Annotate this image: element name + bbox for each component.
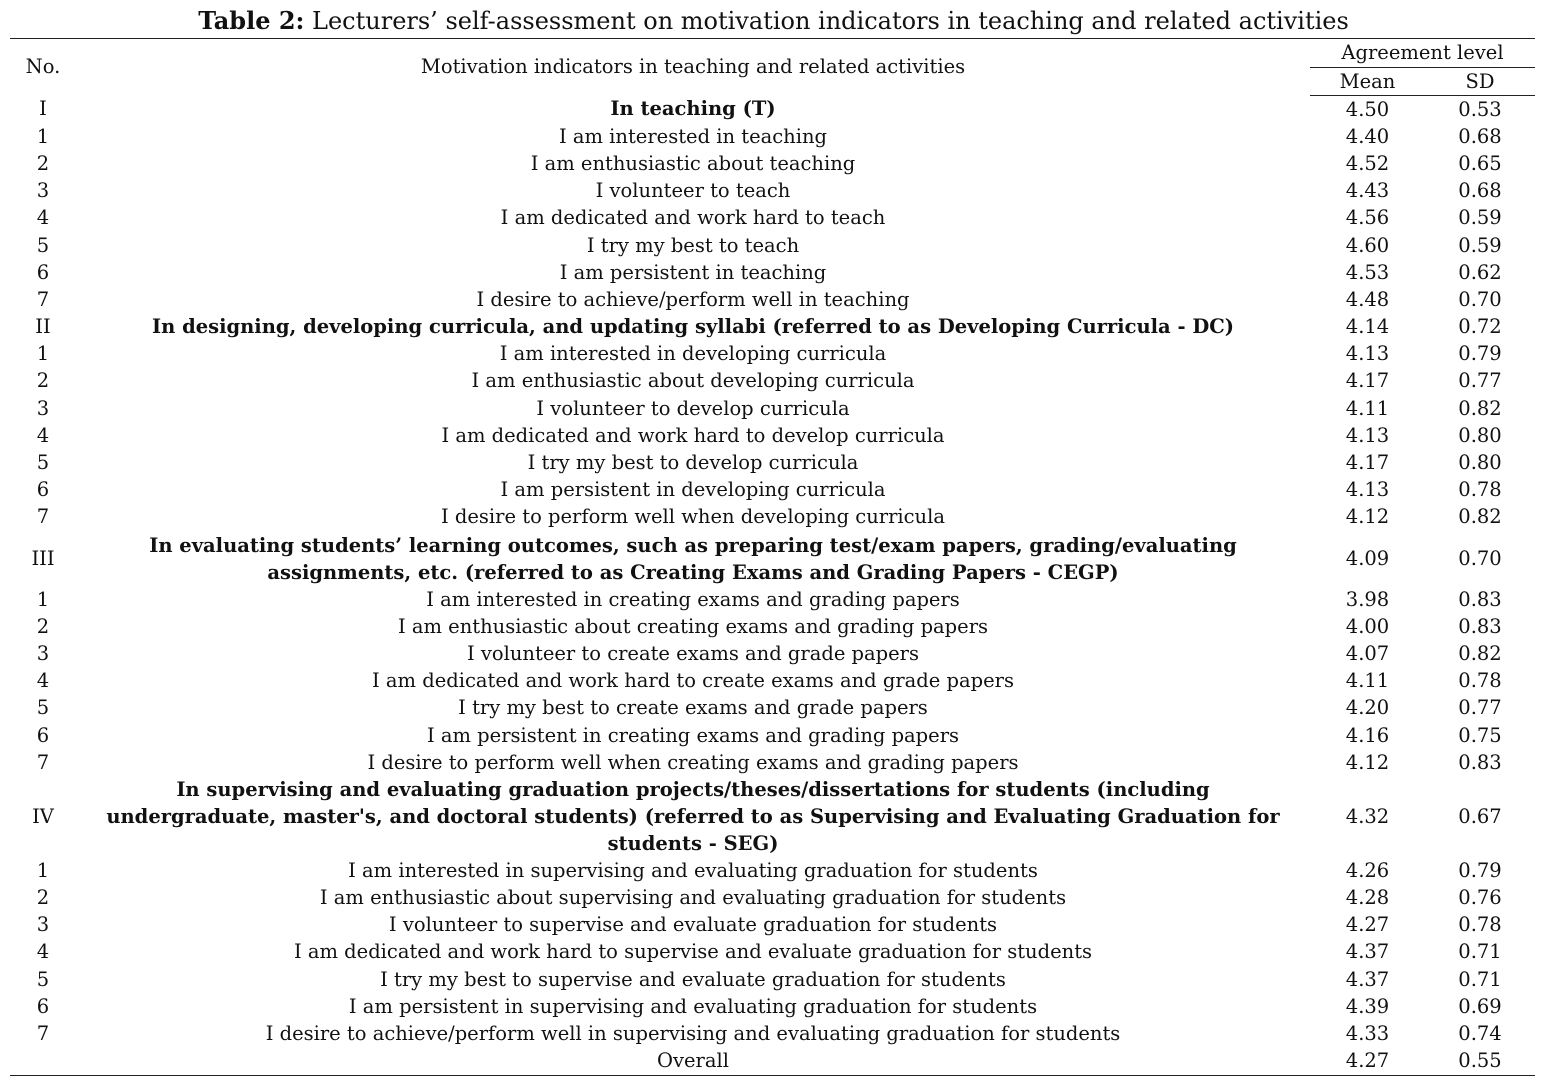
row-indicator: In supervising and evaluating graduation projects/theses/dissertations for students (including undergraduate, master's, and doctoral students) (referred to as Supervising and Evaluating Graduation for students - SEG): [106, 778, 1280, 856]
row-mean: 4.00: [1345, 614, 1390, 638]
row-mean: 4.11: [1345, 669, 1390, 693]
section-row: [10, 96, 1535, 124]
row-sd: 0.53: [1458, 97, 1502, 121]
row-indicator: In evaluating students’ learning outcomes, such as preparing test/exam papers, grading/evaluating assignments, etc. (referred to as Creating Exams and Grading Papers - CEGP): [149, 533, 1237, 584]
table-row: [10, 178, 1535, 205]
row-sd: 0.69: [1458, 994, 1502, 1018]
table-row: [10, 477, 1535, 504]
row-sd: 0.55: [1425, 1048, 1535, 1076]
row-indicator: I am dedicated and work hard to teach: [500, 206, 886, 230]
row-number: 7: [36, 287, 50, 311]
row-sd: 0.78: [1458, 913, 1502, 937]
row-number: IV: [32, 804, 54, 828]
row-number: 2: [36, 151, 50, 175]
row-mean: 4.56: [1345, 206, 1390, 230]
row-indicator: I desire to achieve/perform well in teaching: [476, 287, 910, 311]
table-row: [10, 1020, 1535, 1047]
row-mean: 4.16: [1345, 723, 1390, 747]
table-row: [10, 857, 1535, 884]
row-number: 6: [36, 994, 50, 1018]
row-number: 6: [36, 723, 50, 747]
row-mean: 4.07: [1345, 641, 1390, 665]
row-sd: 0.75: [1458, 723, 1502, 747]
row-number: 1: [36, 858, 50, 882]
row-indicator: I am persistent in creating exams and grading papers: [426, 723, 960, 747]
caption-label: Table 2:: [198, 6, 305, 35]
row-number: 4: [36, 669, 50, 693]
table-body: [10, 96, 1535, 1076]
row-indicator: I try my best to develop curricula: [527, 451, 859, 475]
table-caption: [0, 6, 1547, 36]
row-number: 5: [36, 233, 50, 257]
row-number: 7: [36, 505, 50, 529]
row-number: 2: [36, 369, 50, 393]
header-indicator: Motivation indicators in teaching and related activities: [76, 39, 1310, 96]
row-mean: 4.14: [1345, 315, 1390, 339]
row-sd: 0.79: [1458, 342, 1502, 366]
table-row: [10, 150, 1535, 177]
row-indicator: I try my best to create exams and grade papers: [458, 696, 928, 720]
row-number: 1: [36, 124, 50, 148]
row-mean: 4.50: [1345, 97, 1390, 121]
row-mean: 4.13: [1345, 423, 1390, 447]
row-mean: 4.43: [1345, 179, 1390, 203]
table-row: [10, 368, 1535, 395]
table-row: [10, 586, 1535, 613]
row-indicator: I desire to achieve/perform well in supervising and evaluating graduation for students: [265, 1022, 1121, 1046]
row-indicator: I am interested in developing curricula: [499, 342, 887, 366]
row-indicator: I am enthusiastic about creating exams and grading papers: [397, 614, 989, 638]
table-row: [10, 504, 1535, 531]
row-sd: 0.71: [1458, 967, 1502, 991]
row-sd: 0.74: [1458, 1022, 1502, 1046]
table-row: [10, 993, 1535, 1020]
row-mean: 4.13: [1345, 342, 1390, 366]
row-sd: 0.80: [1458, 451, 1502, 475]
row-sd: 0.82: [1458, 505, 1502, 529]
table-row: [10, 341, 1535, 368]
row-indicator: I am enthusiastic about developing curricula: [471, 369, 915, 393]
caption-text: Lecturers’ self-assessment on motivation indicators in teaching and related activities: [312, 7, 1349, 35]
row-indicator: I volunteer to supervise and evaluate graduation for students: [388, 913, 998, 937]
row-mean: 4.40: [1345, 124, 1390, 148]
table-row: [10, 449, 1535, 476]
row-mean: 4.13: [1345, 478, 1390, 502]
row-number: III: [31, 546, 55, 570]
row-indicator: I am dedicated and work hard to create exams and grade papers: [372, 669, 1014, 693]
row-indicator: I desire to perform well when creating exams and grading papers: [367, 750, 1019, 774]
table-row: [10, 286, 1535, 313]
row-sd: 0.83: [1458, 587, 1502, 611]
row-sd: 0.68: [1458, 179, 1502, 203]
row-indicator: I am persistent in supervising and evaluating graduation for students: [348, 994, 1038, 1018]
row-number: 1: [36, 342, 50, 366]
row-number: 5: [36, 451, 50, 475]
row-indicator: I try my best to teach: [586, 233, 800, 257]
row-sd: 0.78: [1458, 669, 1502, 693]
table-row: [10, 912, 1535, 939]
row-number: 6: [36, 260, 50, 284]
row-mean: 4.12: [1345, 750, 1390, 774]
row-mean: 4.28: [1345, 886, 1390, 910]
section-row: [10, 531, 1535, 586]
row-indicator: I am persistent in teaching: [559, 260, 827, 284]
section-row: [10, 776, 1535, 857]
table-row: [10, 395, 1535, 422]
row-indicator: I am interested in creating exams and grading papers: [426, 587, 960, 611]
row-number: II: [35, 315, 51, 339]
table-row: [10, 668, 1535, 695]
row-mean: 4.20: [1345, 696, 1390, 720]
table-row: [10, 123, 1535, 150]
row-mean: 4.12: [1345, 505, 1390, 529]
row-indicator: I volunteer to teach: [595, 179, 791, 203]
table-row: [10, 613, 1535, 640]
row-sd: 0.59: [1458, 206, 1502, 230]
row-mean: 4.33: [1345, 1022, 1390, 1046]
row-number: 7: [36, 750, 50, 774]
row-indicator: I am persistent in developing curricula: [500, 478, 886, 502]
row-sd: 0.83: [1458, 750, 1502, 774]
row-mean: 4.48: [1345, 287, 1390, 311]
row-mean: 4.32: [1345, 804, 1390, 828]
row-sd: 0.77: [1458, 369, 1502, 393]
row-sd: 0.79: [1458, 858, 1502, 882]
row-number: 3: [36, 641, 50, 665]
table-row: [10, 749, 1535, 776]
row-sd: 0.71: [1458, 940, 1502, 964]
row-sd: 0.80: [1458, 423, 1502, 447]
row-indicator: In teaching (T): [610, 97, 776, 121]
row-sd: 0.82: [1458, 641, 1502, 665]
row-mean: 3.98: [1345, 587, 1390, 611]
row-sd: 0.62: [1458, 260, 1502, 284]
table-row: [10, 640, 1535, 667]
row-indicator: I am interested in supervising and evaluating graduation for students: [348, 858, 1038, 882]
row-number: 3: [36, 913, 50, 937]
row-mean: 4.39: [1345, 994, 1390, 1018]
row-number: 1: [36, 587, 50, 611]
row-sd: 0.77: [1458, 696, 1502, 720]
row-mean: 4.60: [1345, 233, 1390, 257]
row-indicator: I try my best to supervise and evaluate graduation for students: [380, 967, 1006, 991]
table-row: [10, 422, 1535, 449]
row-indicator: I desire to perform well when developing curricula: [441, 505, 945, 529]
row-number: I: [39, 97, 47, 121]
row-number: 5: [36, 967, 50, 991]
header-no: No.: [10, 39, 76, 96]
row-sd: 0.67: [1458, 804, 1502, 828]
table-row: [10, 939, 1535, 966]
row-sd: 0.83: [1458, 614, 1502, 638]
header-sd: SD: [1425, 68, 1535, 96]
row-mean: 4.09: [1345, 546, 1390, 570]
row-number: 7: [36, 1022, 50, 1046]
row-indicator: In designing, developing curricula, and updating syllabi (referred to as Developing Curricula - DC): [151, 315, 1235, 339]
row-sd: 0.70: [1458, 287, 1502, 311]
row-mean: 4.53: [1345, 260, 1390, 284]
row-number: 4: [36, 206, 50, 230]
row-sd: 0.82: [1458, 396, 1502, 420]
row-sd: 0.78: [1458, 478, 1502, 502]
row-number: [10, 1048, 76, 1076]
overall-row: [10, 1048, 1535, 1076]
row-indicator: I am dedicated and work hard to develop curricula: [441, 423, 945, 447]
table-header: [10, 39, 1535, 96]
table-row: [10, 232, 1535, 259]
row-sd: 0.59: [1458, 233, 1502, 257]
row-sd: 0.68: [1458, 124, 1502, 148]
row-indicator: I am interested in teaching: [558, 124, 828, 148]
header-mean: Mean: [1310, 68, 1425, 96]
motivation-table: [10, 38, 1535, 1076]
row-mean: 4.26: [1345, 858, 1390, 882]
row-mean: 4.37: [1345, 940, 1390, 964]
table-row: [10, 695, 1535, 722]
row-indicator: I am dedicated and work hard to supervise and evaluate graduation for students: [293, 940, 1093, 964]
row-mean: 4.27: [1345, 913, 1390, 937]
row-number: 3: [36, 179, 50, 203]
row-indicator: I am enthusiastic about supervising and evaluating graduation for students: [319, 886, 1067, 910]
header-agreement-level: Agreement level: [1310, 39, 1535, 68]
row-mean: 4.37: [1345, 967, 1390, 991]
row-indicator: Overall: [76, 1048, 1310, 1076]
row-indicator: I volunteer to develop curricula: [536, 396, 850, 420]
row-sd: 0.76: [1458, 886, 1502, 910]
row-sd: 0.65: [1458, 151, 1502, 175]
row-indicator: I volunteer to create exams and grade papers: [466, 641, 920, 665]
row-mean: 4.11: [1345, 396, 1390, 420]
row-sd: 0.72: [1458, 315, 1502, 339]
row-indicator: I am enthusiastic about teaching: [530, 151, 856, 175]
row-number: 4: [36, 423, 50, 447]
table-row: [10, 205, 1535, 232]
row-number: 3: [36, 396, 50, 420]
section-row: [10, 314, 1535, 341]
row-number: 2: [36, 614, 50, 638]
row-mean: 4.17: [1345, 369, 1390, 393]
row-mean: 4.17: [1345, 451, 1390, 475]
row-number: 4: [36, 940, 50, 964]
row-number: 6: [36, 478, 50, 502]
row-sd: 0.70: [1458, 546, 1502, 570]
table-row: [10, 722, 1535, 749]
table-row: [10, 885, 1535, 912]
row-number: 2: [36, 886, 50, 910]
table-row: [10, 259, 1535, 286]
table-row: [10, 966, 1535, 993]
row-mean: 4.52: [1345, 151, 1390, 175]
row-number: 5: [36, 696, 50, 720]
row-mean: 4.27: [1310, 1048, 1425, 1076]
